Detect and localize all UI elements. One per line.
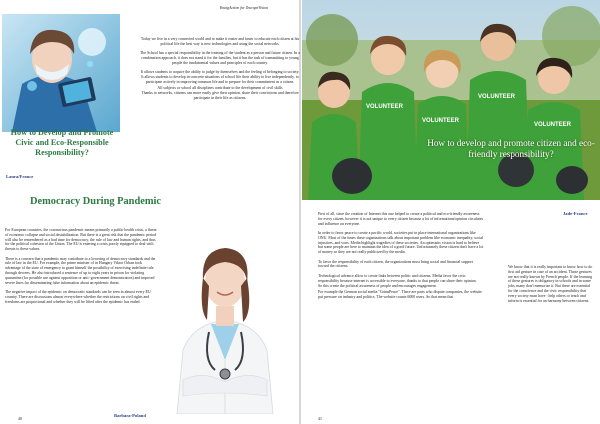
body-paragraph: We know that it is really important to know how to do first aid gesture in case of an accident. Those gestures are not really known by French people. If the learning of these gestures is obligatory in schools and in some jobs, many don't memorize it. But these are essential for the conscience and the civic responsibility that every society must have : help others or teach and inform is essential for an harmony between citizens. <box>508 265 593 303</box>
doctor-photo <box>163 220 287 414</box>
shirt-label: VOLUNTEER <box>422 118 460 124</box>
shirt-label: VOLUNTEER <box>366 104 404 110</box>
top-paragraph: Today we live in a very connected world and to make it easier and faster to educate each citizen at his political life the best way is new technologies and using the social networks. <box>140 37 300 46</box>
photo-caption: How to develop and promote citizen and eco-friendly responsibility? <box>427 138 595 159</box>
article-author: Laura/France <box>6 174 34 179</box>
top-article-text <box>140 37 300 101</box>
article-author: Barbara-Poland <box>114 413 146 418</box>
running-header: YoungAction for TeurapeVision <box>219 6 268 10</box>
shirt-label: VOLUNTEER <box>478 94 516 100</box>
woman-mask-tablet-photo <box>2 14 120 132</box>
page-number-left: 40 <box>18 417 22 421</box>
body-paragraph: To favor the responsibility of each citizen, the organizations must bring social and financial support toward the citizens. <box>318 259 473 269</box>
volunteers-photo <box>302 0 600 200</box>
body-paragraph: For European countries, the coronavirus pandemic means primarily a public health crisis, a threat of economic collapse and social destabilization. But there is a great risk that the pandemic period will also be remembered as a bad time for democracy, the rule of law and human rights, and thus for the political cohesion of the Union. The EU is entering a crisis poorly equipped to deal with threats to these values. <box>5 228 157 252</box>
top-paragraph: It allows students to acquire the ability to judge by themselves and the feeling of belonging to society. It allows students to develop in concrete situations of school life their ability to live independently, to participate actively in improving common life and to prepare for their commitment as a citizen. <box>140 70 300 84</box>
top-paragraph: Thanks to networks, citizens can more easily give their opinion, share their convictions and therefore participate in their life as citizens. <box>141 91 299 101</box>
article-title-civic: How to Develop and Promote Civic and Eco-Responsible Responsibility? <box>10 128 114 157</box>
section-title: Democracy During Pandemic <box>30 196 162 207</box>
page-number-right: 41 <box>318 417 322 421</box>
shirt-label: VOLUNTEER <box>534 122 572 128</box>
body-paragraph: For example the German social media "GrinnPeace". There are parts who dispute companies, the website put pressure on industry and politics. The website counts 6000 users. So that mean that <box>318 290 482 299</box>
body-paragraph: So this create the political awareness of people and encourages engagement. <box>318 284 437 289</box>
body-paragraph: In order to favor peace to create a pacific world, societies put in place international organizations like ONU. Most of the times these organizations talk about important problem like economic inequality, social injustices, and wars. Media highlight tragedies of these societies. An optimistic vision is hard to believe but some people are here to maintain the idea of a good future. Unfortunately these citizen don't have a lot of money so they are not really publicized by the media. <box>318 230 484 255</box>
democracy-body-text <box>5 228 158 304</box>
top-paragraph: The School has a special responsibility in the training of the student as a person and future citizen. In a combination approach, it does not stand it for the families, but it has the task of transmitting to young people the fundamental values and principles of each country. <box>140 51 300 65</box>
body-paragraph: First of all, since the creation of Internet this one helped to create a political and eco-friendly awareness for every citizen, however it is not unique to every citizen because a lot of informations/opinion circulates and influence on everyone. <box>318 212 483 226</box>
right-column-2-text <box>508 265 594 303</box>
body-paragraph: The negative impact of the epidemic on democratic standards can be seen in almost every EU country. There are discussions almost everywhere whether the restrictions on civil rights and freedoms are proportional and whether they will be lifted after the epidemic has ended. <box>5 289 151 304</box>
top-paragraph: All subjects or school all disciplines contribute to the development of civil skills <box>157 85 283 90</box>
body-paragraph: Technological advance allow to create links between politic and citizens. Media favor the civic responsibility because internet is accessible to everyone, thanks to that people can share their opinion. <box>318 273 477 283</box>
article-author: Jade-France <box>563 211 588 216</box>
body-paragraph: There is a concern that a pandemic may contribute to a lowering of democracy standards and the rule of law in the EU. For example, the prime minister of in Hungary Viktor Orban took advantage of the state of emergency to grant himself the possibility of exercising indefinite rule through decrees. He also introduced a sentence of up to eight years in prison for violating quarantine (for possible use against opposition or anti -government demonstrators) and imposed severe fines for disseminating false information about an epidemic threat. <box>5 256 156 285</box>
right-column-1-text <box>318 212 484 300</box>
